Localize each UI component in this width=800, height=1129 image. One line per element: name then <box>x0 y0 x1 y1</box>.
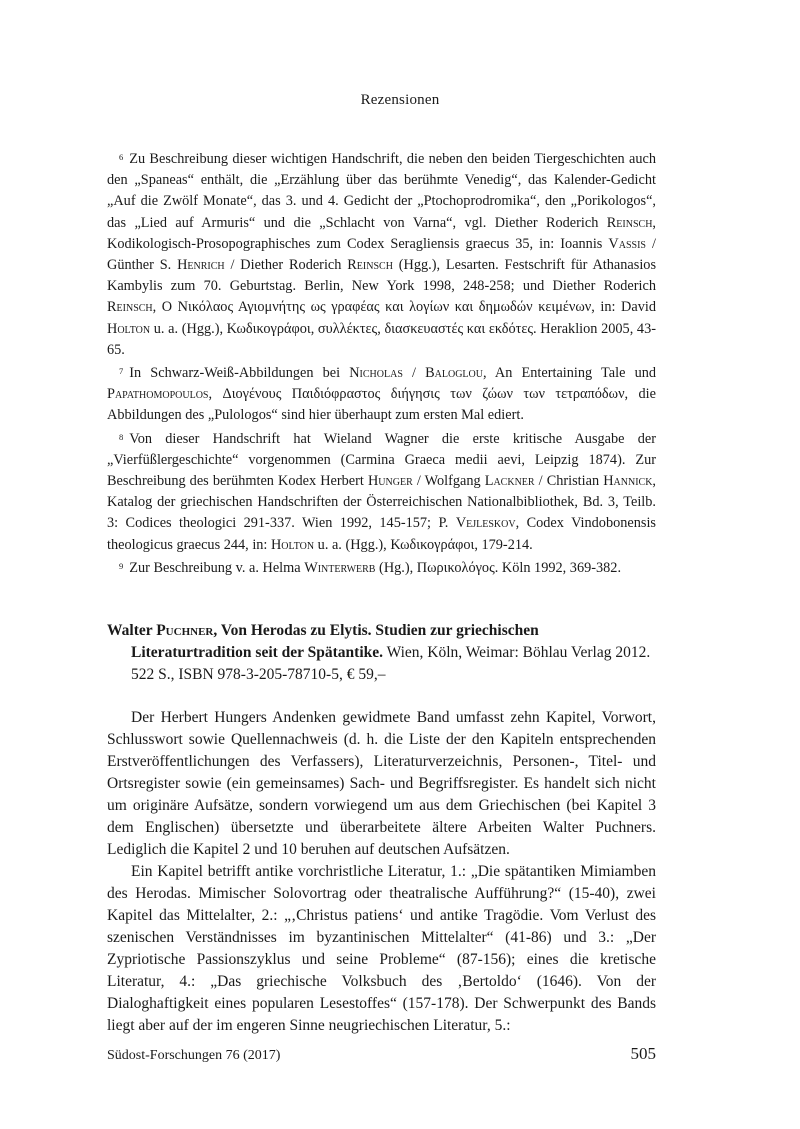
author-name: Vejleskov <box>455 515 516 532</box>
author-name: Baloglou <box>425 365 483 382</box>
page-number: 505 <box>630 1044 656 1063</box>
footnote-text: , An Entertaining Tale und <box>483 365 657 382</box>
footnote-text: u. a. (Hgg.), Κωδικογράφοι, 179-214. <box>314 536 533 553</box>
author-name: Holton <box>107 320 151 337</box>
footnote-number: 8 <box>119 431 124 442</box>
footnote-number: 7 <box>119 366 124 377</box>
review-citation <box>107 620 656 686</box>
review-imprint: Wien, Köln, Weimar: Böhlau Verlag 2012. 522 S., ISBN 978-3-205-78710-5, € 59,– <box>131 644 651 683</box>
footnote-text: / <box>402 365 426 382</box>
author-name: Lackner <box>484 473 535 490</box>
footnote-text: u. a. (Hgg.), Κωδικογράφοι, συλλέκτες, διασκευαστές και εκδότες. Heraklion 2005, 43-65. <box>107 320 656 358</box>
footnote-text: , Ο Νικόλαος Αγιομνήτης ως γραφέας και λογίων και δημωδών κειμένων, in: David <box>152 299 656 316</box>
footnote <box>107 147 656 361</box>
author-name: Reinsch <box>606 214 653 231</box>
footnote-text: / Diether Roderich <box>224 257 348 274</box>
footnote-text: , Katalog der griechischen Handschriften der Österreichischen Nationalbibliothek, Bd. 3, Teilb. 3: Codices theologici 291-337. Wien 1992, 145-157; P. <box>107 473 656 532</box>
footnote <box>107 556 656 579</box>
footnote-text: Zur Beschreibung v. a. Helma <box>129 559 305 576</box>
footnote <box>107 427 656 556</box>
footnote-text: , Codex Vindobonensis theologicus graecus 244, in: <box>107 515 656 553</box>
author-name: Henrich <box>177 257 225 274</box>
footnote-text: / Christian <box>534 473 604 490</box>
footnote-text: , Διογένους Παιδιόφραστος διήγησις των ζώων των τετραπόδων, die Abbildungen des „Pulologos“ sind hier überhaupt zum ersten Mal ediert. <box>107 386 656 424</box>
footnote-number: 6 <box>119 152 124 162</box>
author-name: Winterwerb <box>304 559 376 576</box>
footnote-text: In Schwarz-Weiß-Abbildungen bei <box>129 365 350 382</box>
footnote-text: / Wolfgang <box>412 473 485 490</box>
author-name: Reinsch <box>347 257 393 274</box>
footnote-text: Zu Beschreibung dieser wichtigen Handschrift, die neben den beiden Tiergeschichten auch den „Spaneas“ enthält, die „Erzählung über das berühmte Venedig“, das Kalender-Gedicht „Auf die Zwölf Monate“, das 3. und 4. Gedicht der „Ptochoprodromika“, den „Porikologos“, das „Lied auf Armuris“ und die „Schlacht von Varna“, vgl. Diether Roderich <box>107 151 656 231</box>
review-author-last: Puchner <box>156 622 214 639</box>
footnote-number: 9 <box>119 560 124 571</box>
author-name: Holton <box>270 536 315 553</box>
author-name: Papathomopoulos <box>107 386 209 403</box>
author-name: Vassis <box>608 235 646 252</box>
footnote <box>107 361 656 427</box>
running-head: Rezensionen <box>360 92 440 108</box>
footnote-text: (Hgg.), Lesarten. Festschrift für Athanasios Kambylis zum 70. Geburtstag. Berlin, New York 1998, 248-258; und Diether Roderich <box>107 257 657 295</box>
footnote-text: Von dieser Handschrift hat Wieland Wagner die erste kritische Ausgabe der „Vierfüßlergeschichte“ vorgenommen (Carmina Graeca medii aevi, Leipzig 1874). Zur Beschreibung des berühmten Kodex Herbert <box>107 430 656 490</box>
author-name: Nicholas <box>349 365 403 382</box>
footnote-text: , Kodikologisch-Prosopographisches zum Codex Seragliensis graecus 35, in: Ioannis <box>107 214 656 252</box>
journal-footer: Südost-Forschungen 76 (2017) <box>107 1048 281 1063</box>
footnote-text: / Günther S. <box>107 235 657 274</box>
footnotes <box>107 147 656 579</box>
review-body <box>107 707 656 1037</box>
review-author-first: Walter <box>107 622 157 639</box>
body-paragraph: Der Herbert Hungers Andenken gewidmete Band umfasst zehn Kapitel, Vorwort, Schlusswort sowie Quellennachweis (d. h. die Liste der den Kapiteln entsprechenden Erstveröffentlichungen des Verfassers), Literaturverzeichnis, Personen-, Titel- und Ortsregister sowie (ein gemeinsames) Sach- und Begriffsregister. Es handelt sich nicht um originäre Aufsätze, sondern vorwiegend um aus dem Griechischen (bei Kapitel 3 dem Englischen) übersetzte und überarbeitete ältere Arbeiten Walter Puchners. Lediglich die Kapitel 2 und 10 beruhen auf deutschen Aufsätzen. <box>107 709 656 858</box>
author-name: Reinsch <box>107 299 153 316</box>
footnote-text: (Hg.), Πωρικολόγος. Köln 1992, 369-382. <box>375 559 622 576</box>
review-heading <box>107 620 656 686</box>
author-name: Hannick <box>603 473 653 490</box>
author-name: Hunger <box>367 473 413 490</box>
body-paragraph: Ein Kapitel betrifft antike vorchristliche Literatur, 1.: „Die spätantiken Mimiamben des Herodas. Mimischer Solovortrag oder theatralische Aufführung?“ (15-40), zwei Kapitel das Mittelalter, 2.: „‚Christus patiens‘ und antike Tragödie. Vom Verlust des szenischen Verständnisses im byzantinischen Mittelalter“ (41-86) und 3.: „Der Zypriotische Passionszyklus und seine Probleme“ (87-156); eines die kretische Literatur, 4.: „Das griechische Volksbuch des ‚Bertoldo‘ (1646). Von der Dialoghaftigkeit eines popularen Lesestoffes“ (157-178). Der Schwerpunkt des Bands liegt aber auf der im engeren Sinne neugriechischen Literatur, 5.: <box>107 863 656 1034</box>
review-title: , Von Herodas zu Elytis. Studien zur griechischen Literaturtradition seit der Spätantike. <box>131 622 539 661</box>
